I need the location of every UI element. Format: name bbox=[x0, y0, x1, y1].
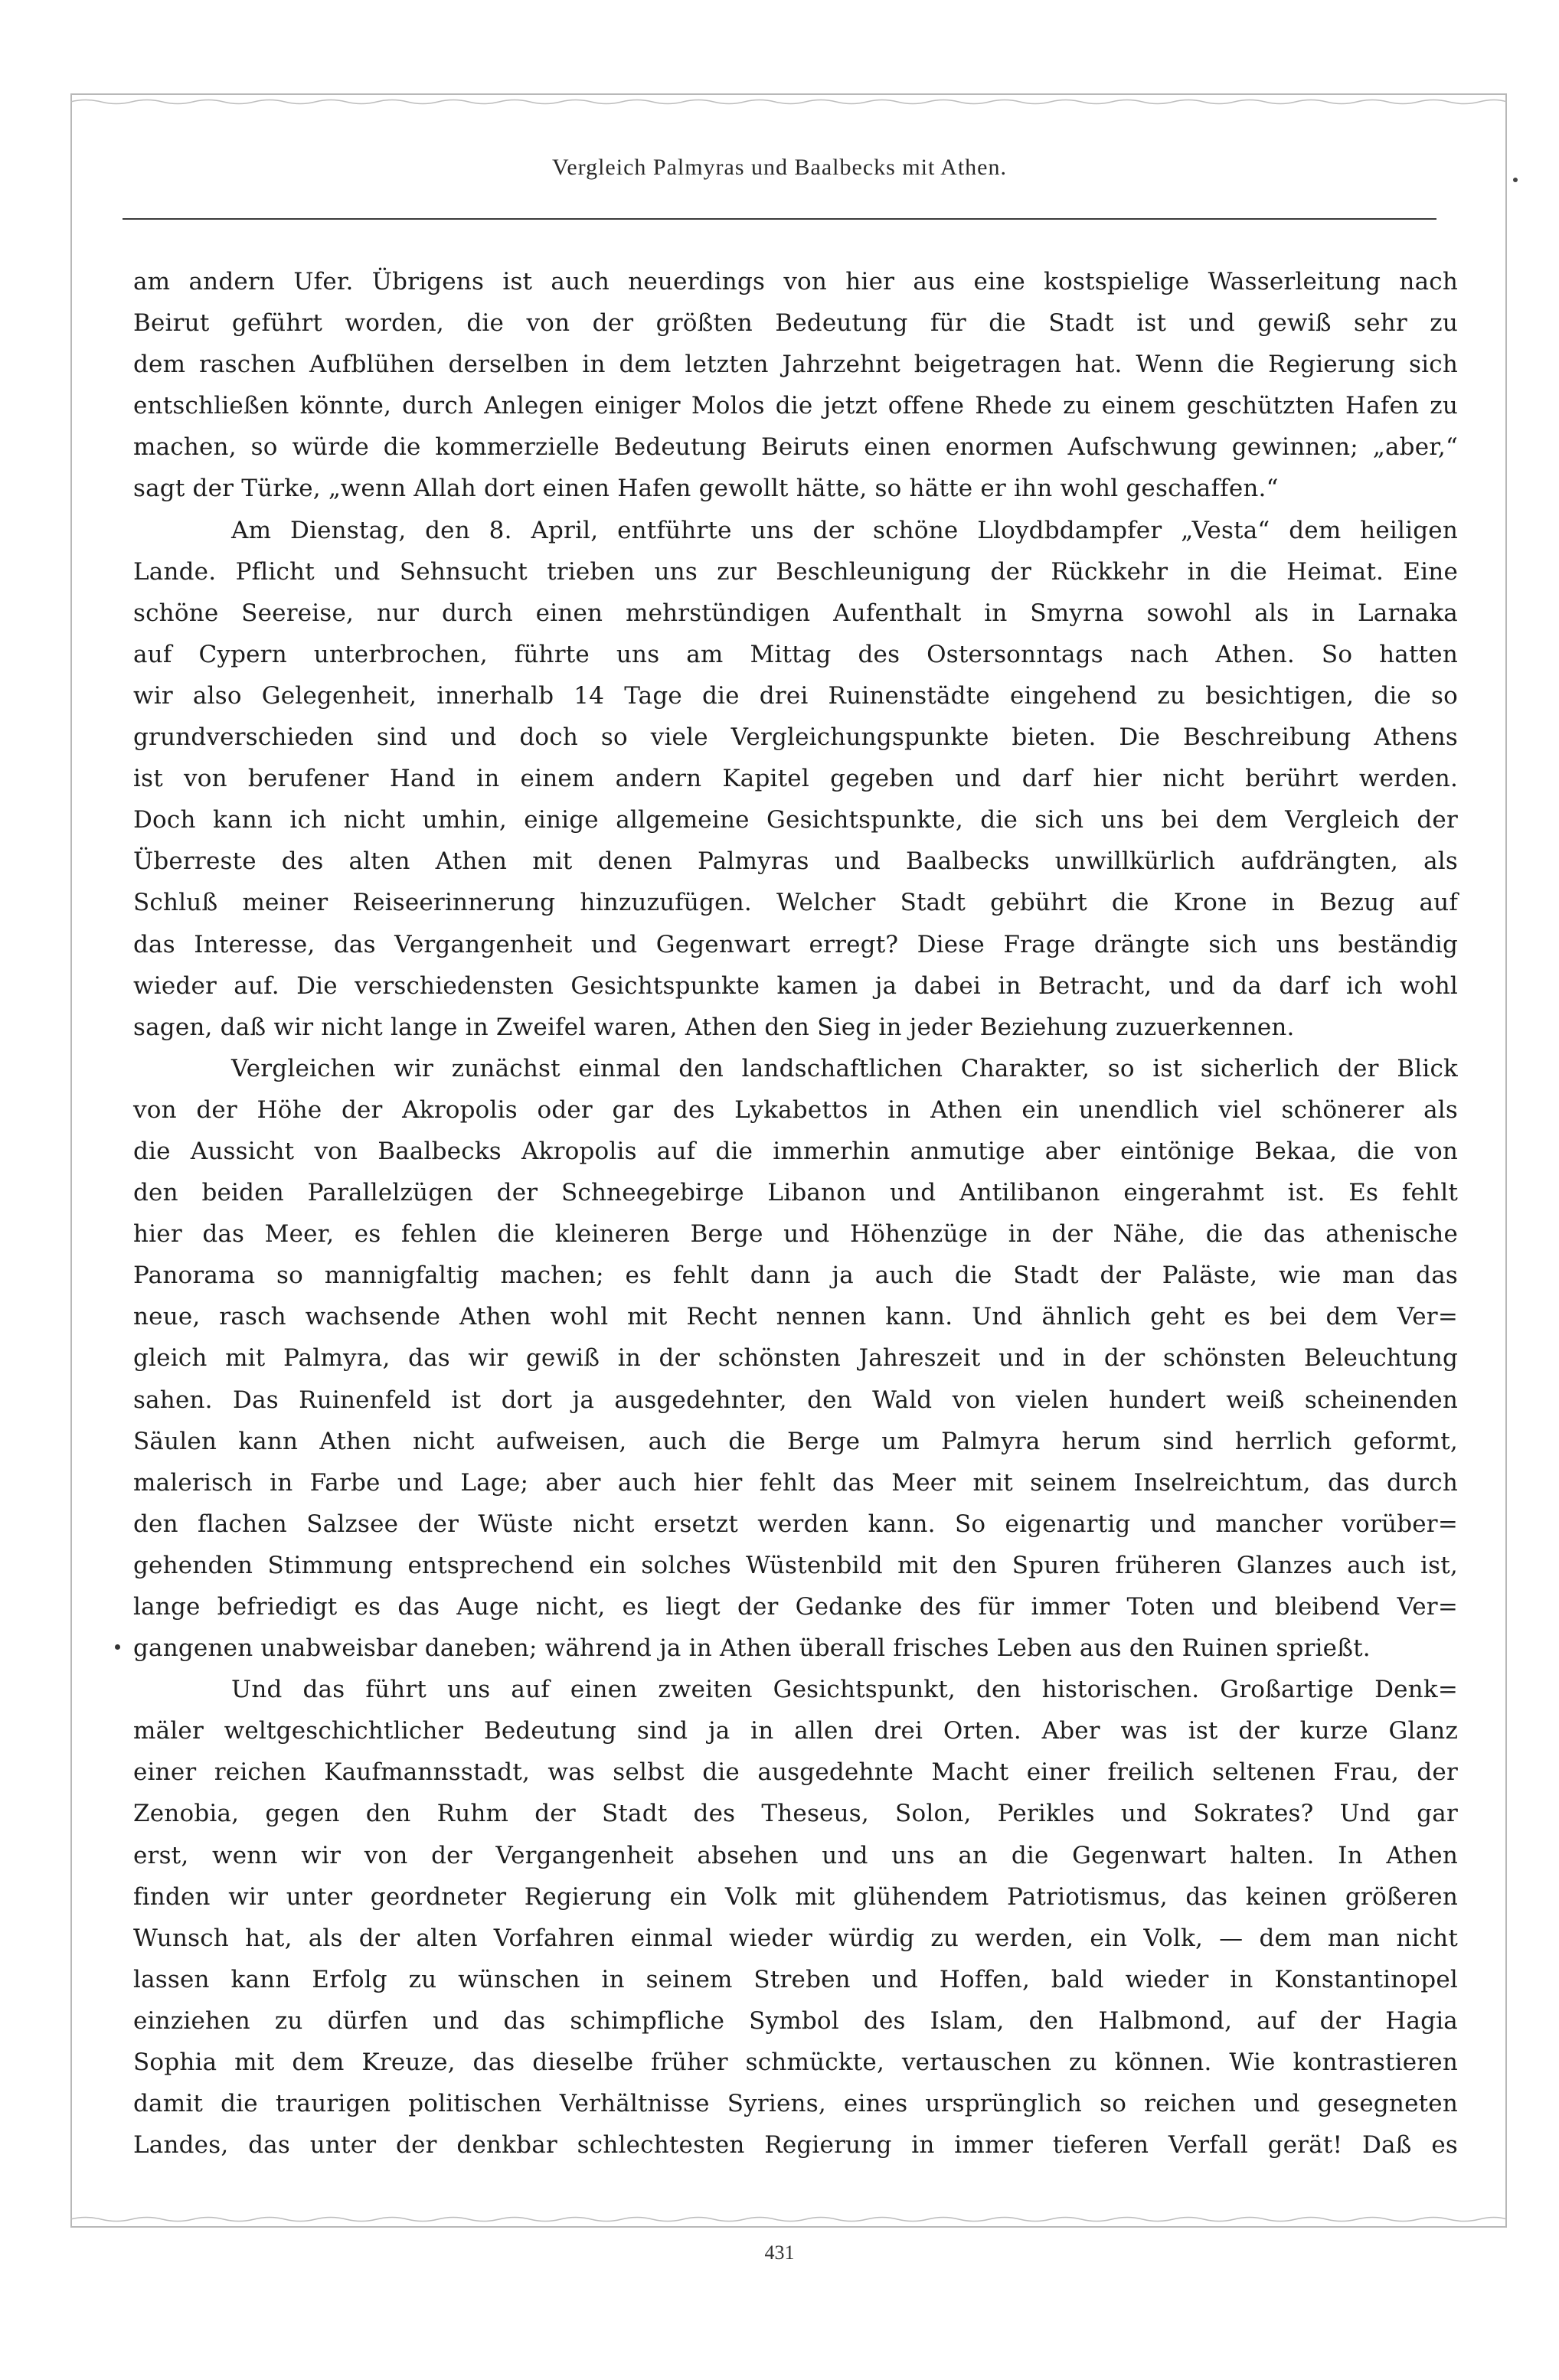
running-head: Vergleich Palmyras und Baalbecks mit Athen. bbox=[551, 155, 1007, 180]
text-line: sagt der Türke, „wenn Allah dort einen Hafen gewollt hätte, so hätte er ihn wohl geschaffen.“ bbox=[133, 475, 1279, 503]
border-ornament-bottom bbox=[70, 2215, 1507, 2223]
text-line: Panorama so mannigfaltig machen; es fehlt dann ja auch die Stadt der Paläste, wie man das bbox=[133, 1262, 1458, 1290]
margin-dot bbox=[115, 1644, 120, 1650]
margin-mark bbox=[1513, 178, 1518, 182]
header-rule bbox=[123, 218, 1436, 220]
text-line: wieder auf. Die verschiedensten Gesichtspunkte kamen ja dabei in Betracht, und da darf ich wohl bbox=[133, 971, 1458, 1000]
text-line: Wunsch hat, als der alten Vorfahren einmal wieder würdig zu werden, ein Volk, — dem man nicht bbox=[133, 1924, 1458, 1952]
text-line: Vergleichen wir zunächst einmal den landschaftlichen Charakter, so ist sicherlich der Blick bbox=[231, 1054, 1458, 1082]
text-line: von der Höhe der Akropolis oder gar des Lykabettos in Athen ein unendlich viel schönerer als bbox=[133, 1095, 1458, 1124]
text-line: lange befriedigt es das Auge nicht, es liegt der Gedanke des für immer Toten und bleibend Ver= bbox=[133, 1593, 1458, 1621]
text-line: Sophia mit dem Kreuze, das dieselbe früher schmückte, vertauschen zu können. Wie kontrastieren bbox=[133, 2049, 1458, 2077]
text-line: damit die traurigen politischen Verhältnisse Syriens, eines ursprünglich so reichen und gesegneten bbox=[133, 2090, 1458, 2118]
text-line: Doch kann ich nicht umhin, einige allgemeine Gesichtspunkte, die sich uns bei dem Vergleich der bbox=[133, 806, 1458, 834]
text-line: dem raschen Aufblühen derselben in dem letzten Jahrzehnt beigetragen hat. Wenn die Regierung sich bbox=[133, 351, 1458, 379]
border-ornament-top bbox=[70, 98, 1507, 106]
text-line: Landes, das unter der denkbar schlechtesten Regierung in immer tieferen Verfall gerät! Daß es bbox=[133, 2131, 1458, 2160]
body-text bbox=[133, 261, 1458, 2166]
text-line: entschließen könnte, durch Anlegen einiger Molos die jetzt offene Rhede zu einem geschützten Hafen zu bbox=[133, 392, 1458, 420]
text-line: sagen, daß wir nicht lange in Zweifel waren, Athen den Sieg in jeder Beziehung zuzuerkennen. bbox=[133, 1013, 1295, 1041]
text-line: gangenen unabweisbar daneben; während ja in Athen überall frisches Leben aus den Ruinen sprießt. bbox=[133, 1634, 1371, 1663]
text-line: Schluß meiner Reiseerinnerung hinzuzufügen. Welcher Stadt gebührt die Krone in Bezug auf bbox=[133, 889, 1458, 917]
text-line: hier das Meer, es fehlen die kleineren Berge und Höhenzüge in der Nähe, die das athenische bbox=[133, 1220, 1458, 1249]
text-line: machen, so würde die kommerzielle Bedeutung Beiruts einen enormen Aufschwung gewinnen; „aber,“ bbox=[133, 433, 1458, 462]
text-line: Zenobia, gegen den Ruhm der Stadt des Theseus, Solon, Perikles und Sokrates? Und gar bbox=[133, 1800, 1458, 1828]
text-line: Beirut geführt worden, die von der größten Bedeutung für die Stadt ist und gewiß sehr zu bbox=[133, 309, 1458, 338]
text-line: lassen kann Erfolg zu wünschen in seinem Streben und Hoffen, bald wieder in Konstantinopel bbox=[133, 1965, 1458, 1993]
text-line: gehenden Stimmung entsprechend ein solches Wüstenbild mit den Spuren früheren Glanzes auch ist, bbox=[133, 1551, 1458, 1579]
text-line: finden wir unter geordneter Regierung ein Volk mit glühendem Patriotismus, das keinen größeren bbox=[133, 1882, 1458, 1911]
text-line: Überreste des alten Athen mit denen Palmyras und Baalbecks unwillkürlich aufdrängten, als bbox=[133, 847, 1458, 876]
text-line: den flachen Salzsee der Wüste nicht ersetzt werden kann. So eigenartig und mancher vorüber= bbox=[133, 1510, 1458, 1538]
text-line: Am Dienstag, den 8. April, entführte uns der schöne Lloydbdampfer „Vesta“ dem heiligen bbox=[231, 516, 1458, 544]
text-line: wir also Gelegenheit, innerhalb 14 Tage die drei Ruinenstädte eingehend zu besichtigen, die so bbox=[133, 681, 1458, 710]
text-line: auf Cypern unterbrochen, führte uns am Mittag des Ostersonntags nach Athen. So hatten bbox=[133, 640, 1458, 668]
text-line: einziehen zu dürfen und das schimpfliche Symbol des Islam, den Halbmond, auf der Hagia bbox=[133, 2006, 1458, 2035]
text-line: mäler weltgeschichtlicher Bedeutung sind ja in allen drei Orten. Aber was ist der kurze Glanz bbox=[133, 1717, 1458, 1745]
text-line: sahen. Das Ruinenfeld ist dort ja ausgedehnter, den Wald von vielen hundert weiß scheinenden bbox=[133, 1386, 1458, 1414]
text-line: Lande. Pflicht und Sehnsucht trieben uns zur Beschleunigung der Rückkehr in die Heimat. Eine bbox=[133, 557, 1458, 586]
text-line: den beiden Parallelzügen der Schneegebirge Libanon und Antilibanon eingerahmt ist. Es fehlt bbox=[133, 1179, 1458, 1207]
text-line: am andern Ufer. Übrigens ist auch neuerdings von hier aus eine kostspielige Wasserleitung nach bbox=[133, 268, 1458, 295]
text-line: einer reichen Kaufmannsstadt, was selbst die ausgedehnte Macht einer freilich seltenen Frau, der bbox=[133, 1758, 1458, 1787]
text-line: neue, rasch wachsende Athen wohl mit Recht nennen kann. Und ähnlich geht es bei dem Ver= bbox=[133, 1303, 1458, 1331]
text-line: gleich mit Palmyra, das wir gewiß in der schönsten Jahreszeit und in der schönsten Beleuchtung bbox=[133, 1344, 1458, 1373]
text-line: grundverschieden sind und doch so viele Vergleichungspunkte bieten. Die Beschreibung Athens bbox=[133, 723, 1458, 752]
text-line: schöne Seereise, nur durch einen mehrstündigen Aufenthalt in Smyrna sowohl als in Larnaka bbox=[133, 599, 1458, 627]
text-line: malerisch in Farbe und Lage; aber auch hier fehlt das Meer mit seinem Inselreichtum, das durch bbox=[133, 1468, 1458, 1497]
text-line: Und das führt uns auf einen zweiten Gesichtspunkt, den historischen. Großartige Denk= bbox=[231, 1676, 1458, 1704]
text-line: die Aussicht von Baalbecks Akropolis auf die immerhin anmutige aber eintönige Bekaa, die von bbox=[133, 1137, 1458, 1165]
text-line: Säulen kann Athen nicht aufweisen, auch die Berge um Palmyra herum sind herrlich geformt, bbox=[133, 1427, 1458, 1455]
text-line: ist von berufener Hand in einem andern Kapitel gegeben und darf hier nicht berührt werden. bbox=[133, 765, 1458, 793]
text-line: das Interesse, das Vergangenheit und Gegenwart erregt? Diese Frage drängte sich uns beständig bbox=[133, 930, 1458, 958]
page-number: 431 bbox=[764, 2241, 795, 2264]
text-line: erst, wenn wir von der Vergangenheit absehen und uns an die Gegenwart halten. In Athen bbox=[133, 1841, 1458, 1869]
